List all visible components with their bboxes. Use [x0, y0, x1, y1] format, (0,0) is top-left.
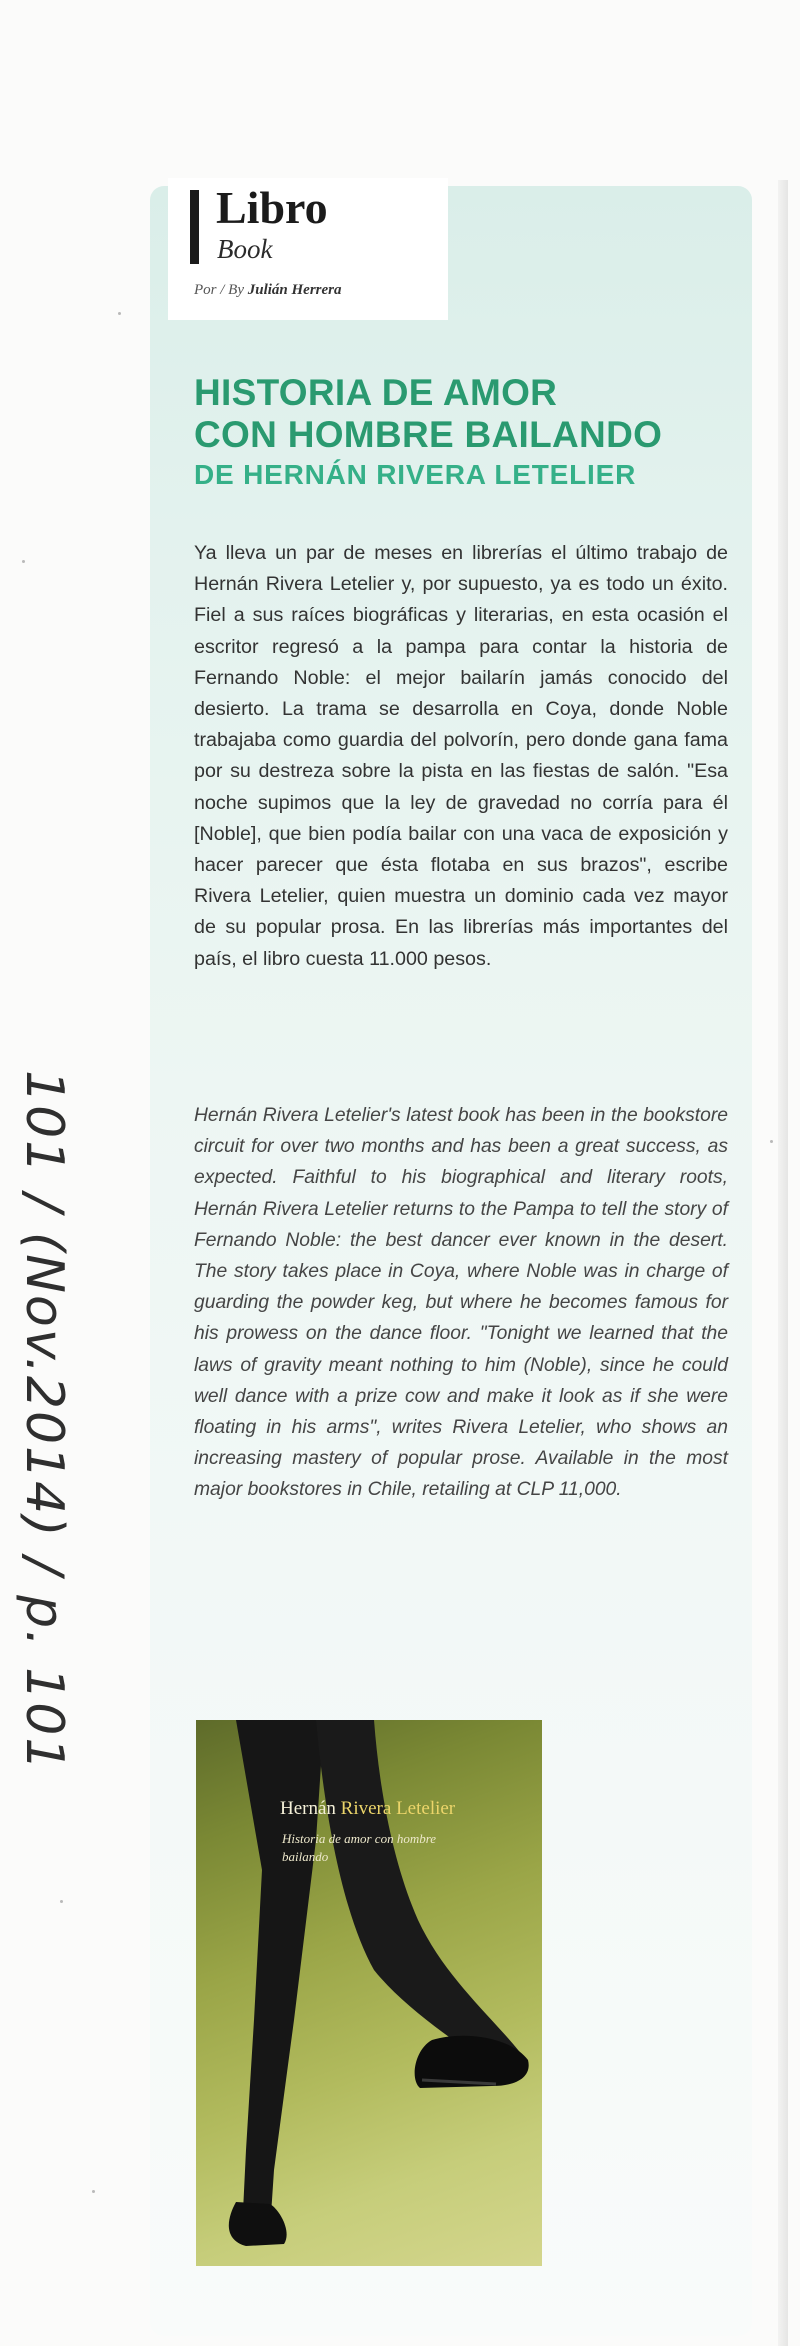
article-body-english: Hernán Rivera Letelier's latest book has been in the bookstore circuit for over two months and has been a great success, as expected. Faithful to his biographical and literary roots, Hernán Rivera Letelier returns to the Pampa to tell the story of Fernando Noble: the best dancer ever known in the desert. The story takes place in Coya, where Noble was in charge of guarding the powder keg, but where he becomes famous for his prowess on the dance floor. "Tonight we learned that the laws of gravity meant nothing to him (Noble), since he could well dance with a prize cow and make it look as if she were floating in his arms", writes Rivera Letelier, who shows an increasing mastery of popular prose. Available in the most major bookstores in Chile, retailing at CLP 11,000.: [194, 1105, 728, 1501]
cover-author-first: Hernán: [280, 1798, 336, 1819]
headline-line-1: HISTORIA DE AMOR: [194, 372, 558, 413]
cover-title: Historia de amor con hombre bailando: [282, 1831, 437, 1864]
headline-author: DE HERNÁN RIVERA LETELIER: [194, 459, 637, 490]
byline-author: Julián Herrera: [247, 282, 342, 298]
article-body-spanish: Ya lleva un par de meses en librerías el último trabajo de Hernán Rivera Letelier y, por supuesto, ya es todo un éxito. Fiel a sus raíces biográficas y literarias, en esta ocasión el escritor regresó a la pampa para contar la historia de Fernando Noble: el mejor bailarín jamás conocido del desierto. La trama se desarrolla en Coya, donde Noble trabajaba como guardia del polvorín, pero donde gana fama por su destreza sobre la pista en las fiestas de salón. "Esa noche supimos que la ley de gravedad no corría para él [Noble], que bien podía bailar con una vaca de exposición y hacer parecer que ésta flotaba en sus brazos", escribe Rivera Letelier, quien muestra un dominio cada vez mayor de su popular prosa. En las librerías más importantes del país, el libro cuesta 11.000 pesos.: [194, 542, 728, 970]
byline-prefix: Por / By: [194, 282, 244, 298]
byline: [194, 282, 342, 299]
section-title: Libro: [216, 182, 328, 233]
section-header-bar: [190, 190, 199, 264]
handwritten-text: 101 / (Nov.2014) / p. 101: [14, 1070, 74, 1773]
cover-author-last: Rivera Letelier: [340, 1798, 456, 1819]
cover-author: [280, 1798, 455, 1820]
headline-line-2: CON HOMBRE BAILANDO: [194, 414, 663, 455]
page-edge: [778, 180, 788, 2346]
article-headline: [194, 372, 734, 492]
book-cover-image: [196, 1720, 542, 2266]
section-subtitle: Book: [217, 234, 273, 264]
